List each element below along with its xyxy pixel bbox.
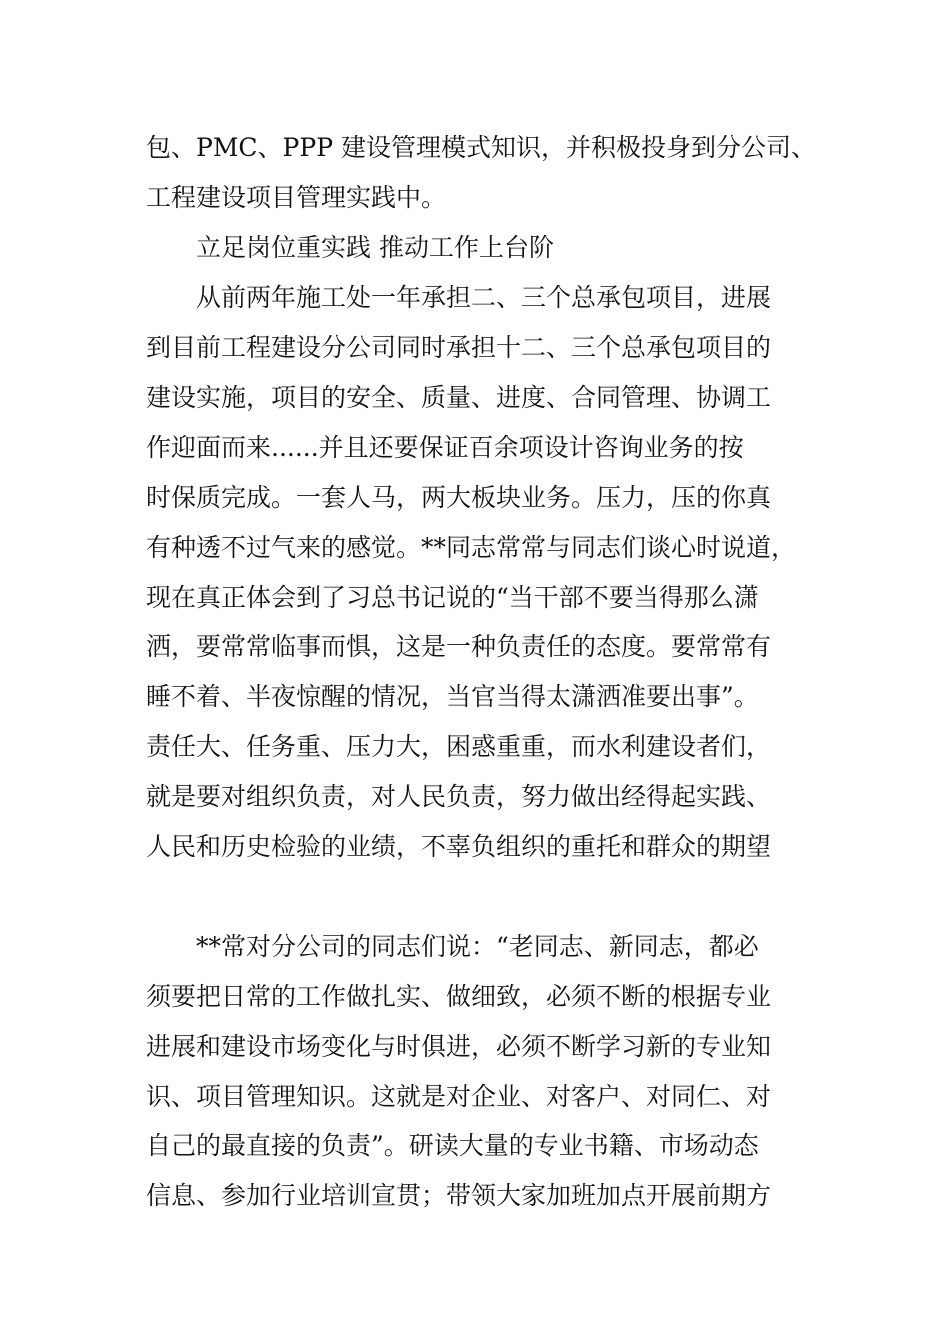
section-heading: 立足岗位重实践 推动工作上台阶: [196, 233, 554, 262]
text-line-13: 责任大、任务重、压力大，困惑重重，而水利建设者们，: [146, 732, 772, 761]
text-line-20: 自己的最直接的负责”。研读大量的专业书籍、市场动态: [146, 1131, 759, 1160]
text-line-16: **常对分公司的同志们说：“老同志、新同志，都必: [196, 932, 759, 961]
text-line-1: 包、PMC、PPP 建设管理模式知识，并积极投身到分公司、: [146, 133, 816, 162]
text-line-15: 人民和历史检验的业绩，不辜负组织的重托和群众的期望: [146, 832, 772, 861]
text-line-8: 时保质完成。一套人马，两大板块业务。压力，压的你真: [146, 483, 772, 512]
text-line-2: 工程建设项目管理实践中。: [146, 183, 447, 212]
text-line-9: 有种透不过气来的感觉。**同志常常与同志们谈心时说道，: [146, 533, 797, 562]
text-line-10: 现在真正体会到了习总书记说的“当干部不要当得那么潇: [146, 583, 759, 612]
text-line-18: 进展和建设市场变化与时俱进，必须不断学习新的专业知: [146, 1032, 772, 1061]
text-line-14: 就是要对组织负责，对人民负责，努力做出经得起实践、: [146, 782, 772, 811]
text-line-5: 到目前工程建设分公司同时承担十二、三个总承包项目的: [146, 333, 772, 362]
text-line-4: 从前两年施工处一年承担二、三个总承包项目，进展: [196, 283, 772, 312]
text-line-12: 睡不着、半夜惊醒的情况，当官当得太潇洒准要出事”。: [146, 682, 759, 711]
text-line-7: 作迎面而来......并且还要保证百余项设计咨询业务的按: [146, 433, 744, 462]
text-line-11: 洒，要常常临事而惧，这是一种负责任的态度。要常常有: [146, 632, 772, 661]
text-line-19: 识、项目管理知识。这就是对企业、对客户、对同仁、对: [146, 1082, 772, 1111]
text-line-6: 建设实施，项目的安全、质量、进度、合同管理、协调工: [146, 383, 772, 412]
text-line-21: 信息、参加行业培训宣贯；带领大家加班加点开展前期方: [146, 1181, 772, 1210]
text-line-17: 须要把日常的工作做扎实、做细致，必须不断的根据专业: [146, 982, 772, 1011]
